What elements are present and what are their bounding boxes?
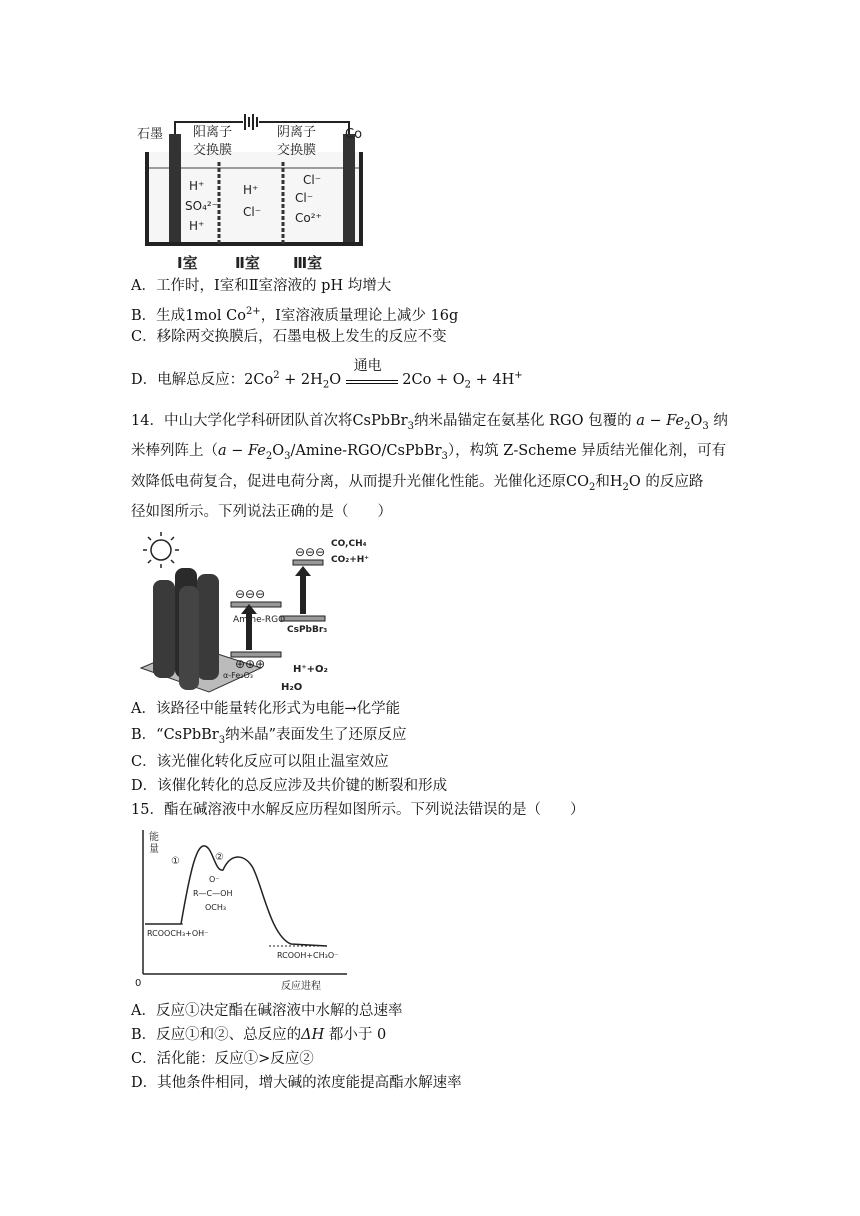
peak-1-label: ①: [171, 856, 180, 867]
reactants-label: RCOOCH₃+OH⁻: [147, 929, 209, 938]
room1-ion-1: H⁺: [189, 179, 205, 193]
products-label: RCOOH+CH₃O⁻: [277, 951, 339, 960]
q14-stem-line-2: 米棒列阵上$(a - Fe_2O_3/Amine-RGO/CsPbBr_3)$，构筑 Z-Scheme 异质结光催化剂，可有: [131, 443, 727, 462]
q14-stem-line-3: 效降低电荷复合，促进电荷分离，从而提升光催化性能。光催化还原$CO_2$和$H_2O$ 的反应路: [131, 474, 704, 493]
room3-ion-1: Cl⁻: [303, 173, 322, 187]
q14-stem-line-4: 径如图所示。下列说法正确的是（ ）: [131, 504, 392, 520]
bottom-reactants-label: H₂O: [281, 682, 303, 693]
q13-option-d: D．电解总反应：$2Co^2 + 2H_2O$ 通电 $2Co + O_2 + 4H^+$: [131, 357, 523, 391]
q13-option-a: A．工作时，Ⅰ室和Ⅱ室溶液的 pH 均增大: [131, 278, 392, 294]
q14-option-d: D．该催化转化的总反应涉及共价键的断裂和形成: [131, 778, 448, 794]
q15-option-d: D．其他条件相同，增大碱的浓度能提高酯水解速率: [131, 1075, 462, 1091]
bottom-products-label: H⁺+O₂: [293, 664, 328, 675]
intermediate-o: O⁻: [209, 875, 220, 884]
q14-option-c: C．该光催化转化反应可以阻止温室效应: [131, 754, 389, 770]
q14-option-a: A．该路径中能量转化形式为电能→化学能: [131, 701, 401, 717]
room3-ion-2: Cl⁻: [295, 191, 314, 205]
sun-icon: [143, 532, 179, 568]
cation-membrane-label-1: 阳离子: [193, 125, 233, 140]
y-axis-label-2: 量: [149, 844, 159, 855]
electron-signs-top: ⊖⊖⊖: [295, 545, 326, 559]
room3-ion-3: Co²⁺: [295, 211, 322, 225]
cobalt-label: Co: [345, 127, 363, 142]
intermediate-och3: OCH₃: [205, 903, 227, 912]
room1-ion-2: SO₄²⁻: [185, 199, 219, 213]
hole-signs: ⊕⊕⊕: [235, 657, 266, 671]
room2-ion-2: Cl⁻: [243, 205, 262, 219]
q15-option-c: C．活化能：反应①>反应②: [131, 1051, 314, 1067]
anion-membrane-label-2: 交换膜: [277, 143, 317, 158]
q14-option-b: B．“CsPbBr$_3$纳米晶”表面发生了还原反应: [131, 727, 407, 746]
room3-label: Ⅲ室: [293, 254, 323, 272]
graphite-label: 石墨: [137, 127, 164, 142]
electrolysis-cell-figure: [131, 104, 371, 276]
intermediate-r: R—C—OH: [193, 889, 233, 898]
top-reactants-label: CO₂+H⁺: [331, 555, 370, 565]
energy-profile-figure: [131, 826, 351, 994]
q13-option-c: C．移除两交换膜后，石墨电极上发生的反应不变: [131, 329, 447, 345]
electrolysis-condition: 通电: [353, 357, 382, 374]
cspbbr-label: CsPbBr₃: [287, 625, 328, 635]
peak-2-label: ②: [215, 852, 224, 863]
rgo-label: Amine-RGO: [233, 615, 286, 625]
q15-stem: 15．酯在碱溶液中水解反应历程如图所示。下列说法错误的是（ ）: [131, 802, 585, 818]
photocatalysis-figure: [131, 528, 371, 698]
anion-membrane-label-1: 阴离子: [277, 125, 317, 140]
cation-membrane-label-2: 交换膜: [193, 143, 233, 158]
y-axis-label-1: 能: [149, 832, 159, 843]
fe2o3-label: α-Fe₂O₃: [223, 671, 253, 680]
origin-label: 0: [135, 978, 142, 989]
q14-stem-line-1: 14．中山大学化学科研团队首次将CsPbBr$_3$纳米晶锚定在氨基化 RGO 包覆的 $a - Fe_2O_3$ 纳: [131, 413, 728, 432]
room2-label: Ⅱ室: [235, 254, 260, 272]
q15-option-b: B．反应①和②、总反应的ΔH 都小于 0: [131, 1027, 387, 1043]
q15-option-a: A．反应①决定酯在碱溶液中水解的总速率: [131, 1003, 403, 1019]
electron-signs-rgo: ⊖⊖⊖: [235, 587, 266, 601]
room2-ion-1: H⁺: [243, 183, 259, 197]
nanorod-array: [153, 568, 219, 690]
q13-option-b: B．生成1mol $Co^{2+}$，Ⅰ室溶液质量理论上减少 16g: [131, 306, 459, 324]
room1-ion-3: H⁺: [189, 219, 205, 233]
top-products-label: CO,CH₄: [331, 539, 367, 549]
room1-label: Ⅰ室: [177, 254, 198, 272]
x-axis-label: 反应进程: [281, 981, 321, 992]
